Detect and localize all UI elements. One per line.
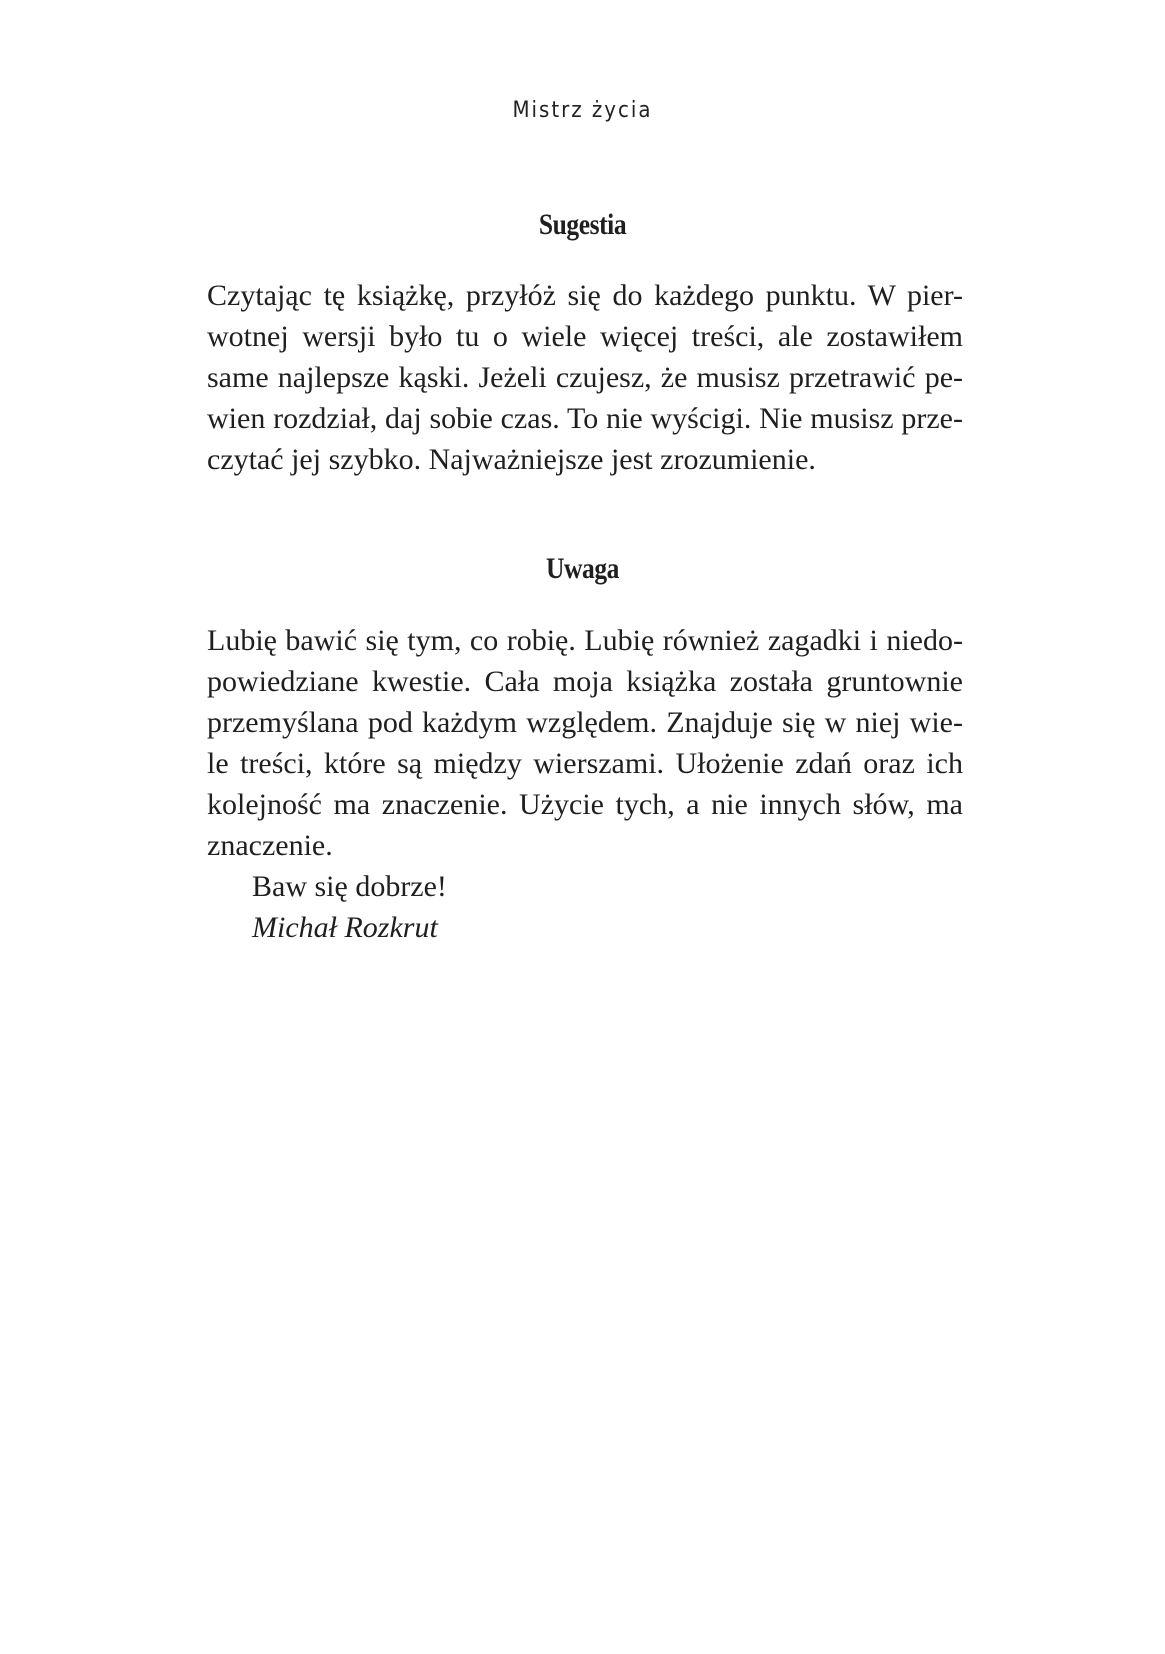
paragraph-uwaga xyxy=(207,620,963,948)
text-line: Czytając tę książkę, przyłóż się do każdego punktu. W pier- xyxy=(207,279,963,312)
text-line: wotnej wersji było tu o wiele więcej treści, ale zostawiłem xyxy=(207,320,963,353)
text-line: same najlepsze kąski. Jeżeli czujesz, że musisz przetrawić pe- xyxy=(207,361,963,394)
text-line: kolejność ma znaczenie. Użycie tych, a nie innych słów, ma xyxy=(207,788,963,821)
text-line: czytać jej szybko. Najważniejsze jest zrozumienie. xyxy=(207,443,816,476)
section-heading-sugestia: Sugestia xyxy=(538,208,627,241)
running-header-title: Mistrz życia xyxy=(512,98,653,123)
section-heading-uwaga: Uwaga xyxy=(546,552,619,585)
text-line: znaczenie. xyxy=(207,829,333,862)
text-line: Lubię bawić się tym, co robię. Lubię również zagadki i niedo- xyxy=(207,624,963,657)
text-line: powiedziane kwestie. Cała moja książka została gruntownie xyxy=(207,665,963,698)
text-line: wien rozdział, daj sobie czas. To nie wyścigi. Nie musisz prze- xyxy=(207,402,963,435)
paragraph-sugestia xyxy=(207,275,963,480)
closing-line: Baw się dobrze! xyxy=(252,870,447,903)
author-signature: Michał Rozkrut xyxy=(252,911,438,944)
text-line: le treści, które są między wierszami. Ułożenie zdań oraz ich xyxy=(207,747,963,780)
text-line: przemyślana pod każdym względem. Znajduje się w niej wie- xyxy=(207,706,963,739)
